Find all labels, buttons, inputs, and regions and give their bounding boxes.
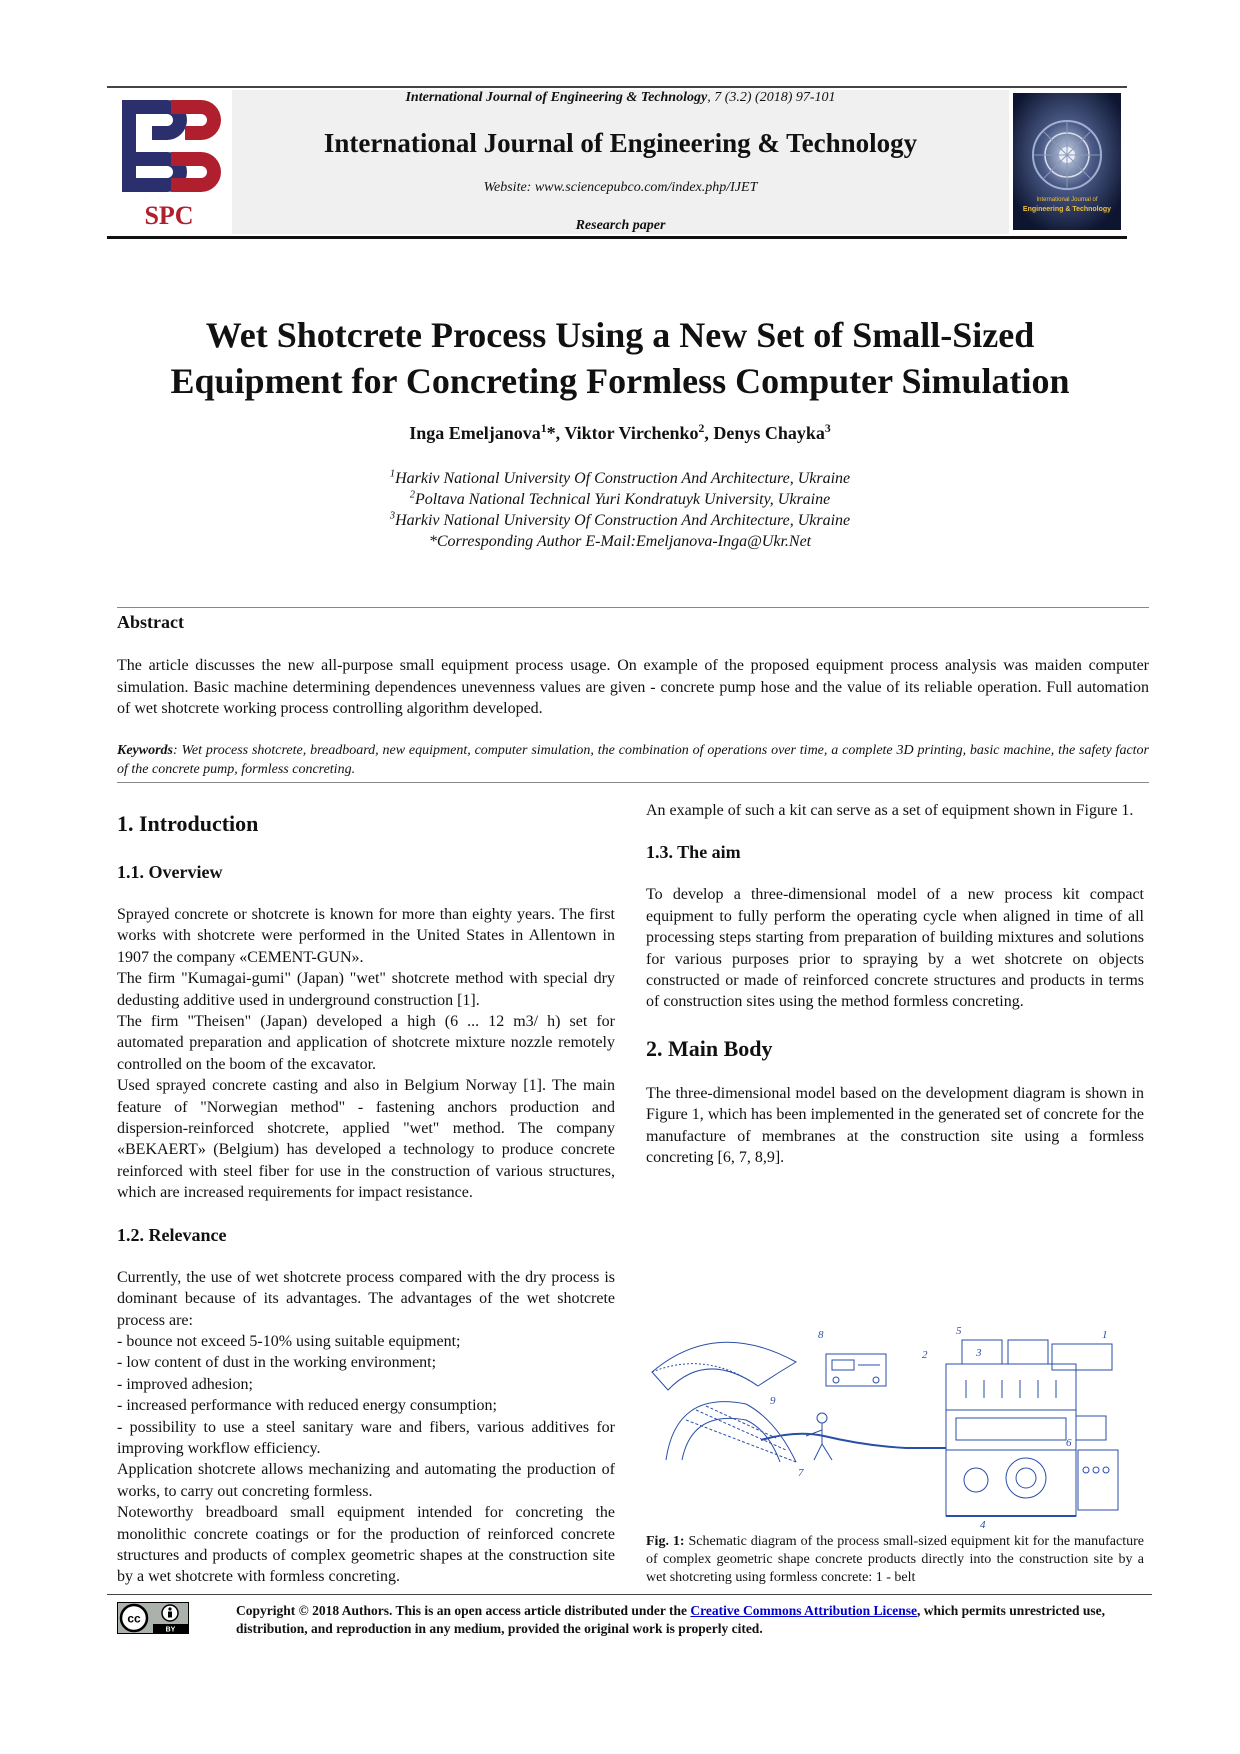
corresponding-author[interactable]: *Corresponding Author E-Mail:Emeljanova-Inga@Ukr.Net — [428, 533, 812, 550]
cc-text: cc — [127, 1611, 141, 1626]
paragraph: Sprayed concrete or shotcrete is known for more than eighty years. The first works with shotcrete were performed in the United States in Allentown in 1907 the company «CEMENT-GUN». — [117, 906, 615, 966]
figure-1-schematic — [646, 1320, 1144, 1530]
abstract-text: The article discusses the new all-purpose small equipment process usage. On example of the proposed equipment process analysis was maiden computer simulation. Basic machine determining dependences unevenness values are given - concrete pump hose and the value of its reliable operation. Full automation of wet shotcrete working process controlling algorithm developed. — [117, 657, 1149, 717]
paragraph: The three-dimensional model based on the development diagram is shown in Figure 1, which has been implemented in the generated set of concrete for the manufacture of membranes at the construction site using a formless concreting [6, 7, 8,9]. — [646, 1084, 1144, 1167]
header-journal-name: International Journal of Engineering & Technology — [323, 128, 918, 158]
paragraph: The firm "Theisen" (Japan) developed a high (6 ... 12 m3/ h) set for automated preparation and application of shotcrete mixture nozzle remotely controlled on the boom of the excavator. — [117, 1013, 615, 1073]
figure-label: 1 — [1102, 1329, 1108, 1341]
figure-1-caption: Fig. 1: Schematic diagram of the process small-sized equipment kit for the manufacture of complex geometric shape concrete products directly into the construction site by a wet shotcreting using formless concrete: 1 - belt — [646, 1534, 1144, 1585]
by-text: BY — [165, 1626, 176, 1634]
figure-label: 2 — [922, 1349, 928, 1361]
list-item: - low content of dust in the working environment; — [117, 1354, 437, 1372]
affiliation-3: $^3$Harkiv National University Of Construction And Architecture, Ukraine — [389, 510, 851, 529]
paragraph: Used sprayed concrete casting and also in Belgium Norway [1]. The main feature of "Norwegian method" - fastening anchors production and dispersion-reinforced shotcrete, applied "wet" method. The company «BEKAERT» (Belgium) has developed a technology to produce concrete reinforced with steel fiber for use in the construction of various structures, which are increased requirements for impact resistance. — [117, 1077, 615, 1202]
right-column — [646, 800, 1144, 1168]
section-heading: 2. Main Body — [646, 1035, 773, 1061]
paragraph: To develop a three-dimensional model of a new process kit compact equipment to fully perform the operating cycle when aligned in time of all processing steps starting from preparation of building mixtures and solutions for various purposes prior to spraying by a wet shotcrete on objects constructed or made of reinforced concrete structures and products in terms of construction sites using the method formless concreting. — [646, 886, 1144, 1011]
subsection-heading: 1.1. Overview — [117, 862, 223, 882]
list-item: - improved adhesion; — [117, 1375, 253, 1393]
figure-label: 4 — [980, 1519, 986, 1530]
header-bottom-rule — [107, 236, 1127, 239]
header-paper-type: Research paper — [575, 218, 666, 233]
paragraph: Application shotcrete allows mechanizing and automating the production of works, to carry out concreting formless. — [117, 1461, 615, 1500]
header-band — [232, 90, 1009, 234]
author-name: Inga Emeljanova — [409, 423, 541, 443]
affiliation-1: $^1$Harkiv National University Of Construction And Architecture, Ukraine — [389, 468, 851, 487]
subsection-heading: 1.2. Relevance — [117, 1224, 227, 1245]
figure-label: 7 — [798, 1467, 804, 1479]
figure-label: 3 — [976, 1347, 982, 1359]
author-list: Inga Emeljanova$^1$*, Viktor Virchenko$^2$, Denys Chayka$^3$ — [409, 422, 831, 443]
figure-label: 6 — [1066, 1437, 1072, 1449]
subsection-heading: 1.3. The aim — [646, 842, 741, 863]
figure-label: 5 — [956, 1325, 962, 1337]
cover-line2: Engineering & Technology — [1022, 206, 1112, 213]
spc-logo — [112, 92, 226, 232]
list-item: - bounce not exceed 5-10% using suitable equipment; — [117, 1332, 461, 1350]
figure-label: 9 — [770, 1395, 776, 1407]
abstract-heading: Abstract — [117, 612, 184, 632]
cover-line1: International Journal of — [1036, 197, 1098, 203]
header-top-rule — [107, 86, 1127, 88]
paragraph: Noteworthy breadboard small equipment intended for concreting the monolithic concrete coatings or for the production of reinforced concrete structures and products of complex geometric shapes at the construction site by a wet shotcrete with formless concreting. — [117, 1504, 615, 1586]
paragraph: The firm "Kumagai-gumi" (Japan) "wet" shotcrete method with special dry dedusting additive used in underground construction [1]. — [117, 970, 615, 1009]
copyright-notice: Copyright © 2018 Authors. This is an open access article distributed under the Creative Commons Attribution License, which permits unrestricted use, distribution, and reproduction in any medium, provided the original work is properly cited. — [236, 1603, 1105, 1636]
paragraph: An example of such a kit can serve as a set of equipment shown in Figure 1. — [646, 802, 1134, 819]
keywords: Keywords: Wet process shotcrete, breadboard, new equipment, computer simulation, the combination of operations over time, a complete 3D printing, basic machine, the safety factor of the concrete pump, formless concreting. — [117, 743, 1149, 777]
abstract-top-rule — [117, 607, 1149, 608]
footer-rule — [107, 1594, 1152, 1595]
paragraph: Currently, the use of wet shotcrete process compared with the dry process is dominant because of its advantages. The advantages of the wet shotcrete process are: — [117, 1268, 615, 1329]
author-name: Viktor Virchenko — [564, 423, 699, 443]
header-citation: International Journal of Engineering & Technology, 7 (3.2) (2018) 97-101 — [405, 90, 836, 105]
section-heading: 1. Introduction — [117, 811, 259, 836]
cc-by-license-icon[interactable] — [117, 1602, 189, 1634]
journal-cover-image — [1013, 93, 1121, 230]
figure-label: 8 — [818, 1329, 824, 1341]
paper-title: Wet Shotcrete Process Using a New Set of Small-Sized Equipment for Concreting Formless Computer Simulation — [170, 315, 1070, 401]
left-column — [117, 800, 615, 1588]
logo-text: SPC — [144, 201, 194, 230]
list-item: - increased performance with reduced energy consumption; — [117, 1397, 497, 1415]
keywords-bottom-rule — [117, 782, 1149, 783]
list-item: - possibility to use a steel sanitary ware and fibers, various additives for improving workflow efficiency. — [117, 1418, 615, 1457]
license-link[interactable]: Creative Commons Attribution License — [690, 1603, 917, 1618]
affiliation-2: $^2$Poltava National Technical Yuri Kondratuyk University, Ukraine — [409, 489, 831, 508]
header-website[interactable]: Website: www.sciencepubco.com/index.php/IJET — [483, 180, 758, 195]
author-name: Denys Chayka — [713, 423, 825, 443]
